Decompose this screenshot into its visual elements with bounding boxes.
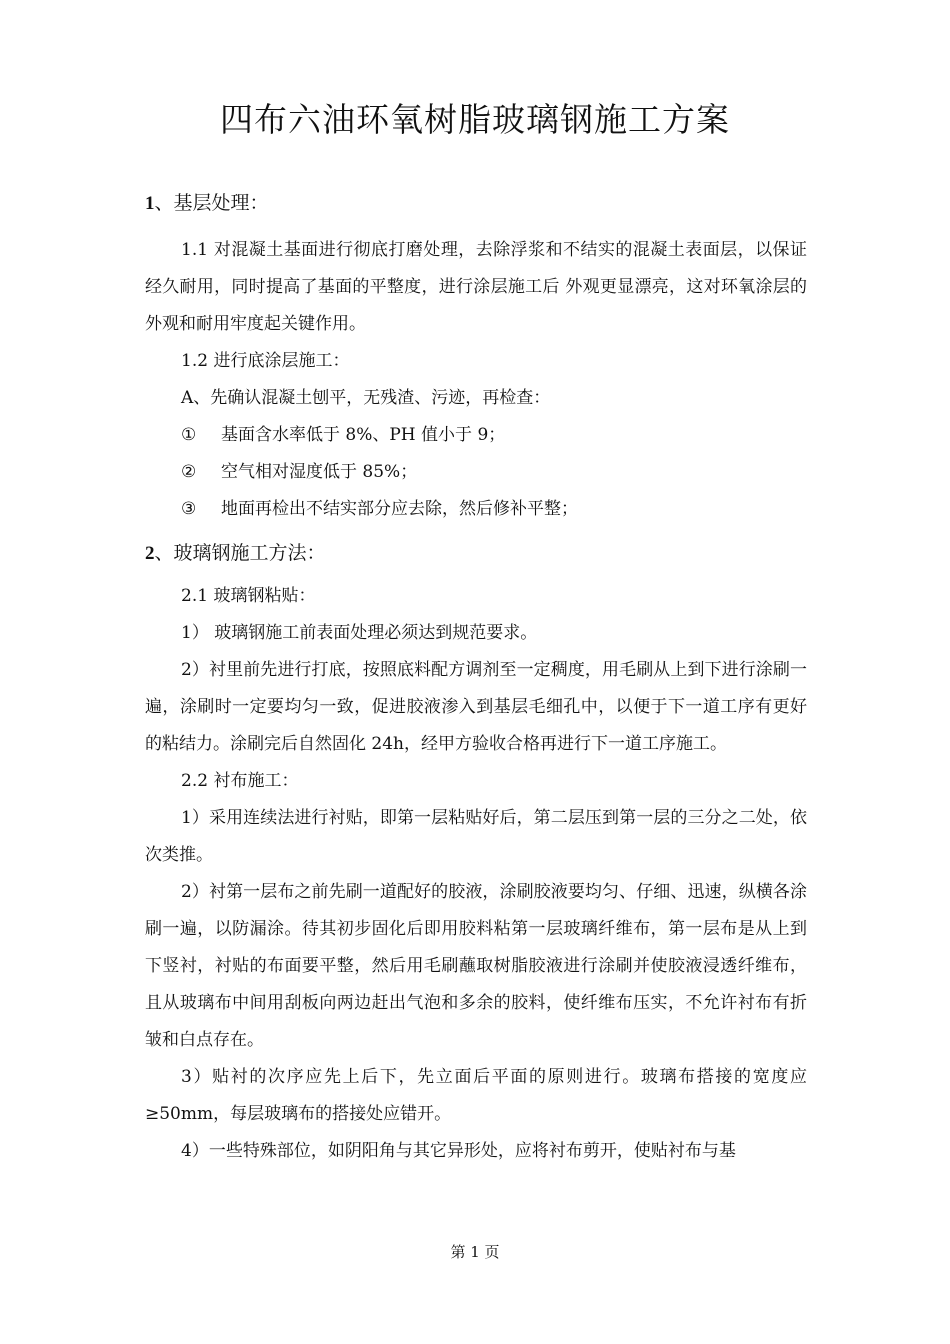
item-marker: ③ [181, 499, 197, 519]
section-2-number: 2 [145, 543, 155, 564]
item-text: 空气相对湿度低于 85%； [221, 462, 418, 482]
check-item-3 [145, 491, 807, 528]
paragraph-1-2-a: A、先确认混凝土刨平，无残渣、污迹，再检查： [181, 388, 551, 408]
item-marker: ① [181, 425, 197, 445]
page-number: 第 1 页 [450, 1243, 500, 1261]
paragraph-2-2-4: 4）一些特殊部位，如阴阳角与其它异形处，应将衬布剪开，使贴衬布与基 [181, 1141, 736, 1161]
section-2-heading [145, 536, 807, 570]
section-1-number: 1 [145, 193, 155, 214]
paragraph-2-2-2: 2）衬第一层布之前先刷一道配好的胶液，涂刷胶液要均匀、仔细、迅速，纵横各涂刷一遍，以防漏涂。待其初步固化后即用胶料粘第一层玻璃纤维布，第一层布是从上到下竖衬，衬贴的布面要平整，然后用毛刷蘸取树脂胶液进行涂刷并使胶液浸透纤维布，且从玻璃布中间用刮板向两边赶出气泡和多余的胶料，使纤维布压实，不允许衬布有折皱和白点存在。 [145, 882, 807, 1050]
paragraph-2-2-1: 1）采用连续法进行衬贴，即第一层粘贴好后，第二层压到第一层的三分之二处，依次类推。 [145, 808, 807, 865]
paragraph-1-1: 1.1 对混凝土基面进行彻底打磨处理，去除浮浆和不结实的混凝土表面层，以保证经久耐用，同时提高了基面的平整度，进行涂层施工后 外观更显漂亮，这对环氧涂层的外观和耐用牢度起关键作用。 [145, 240, 807, 334]
paragraph-2-2-3: 3）贴衬的次序应先上后下，先立面后平面的原则进行。玻璃布搭接的宽度应≥50mm，每层玻璃布的搭接处应错开。 [145, 1067, 807, 1124]
item-marker: ② [181, 462, 197, 482]
document-body [145, 186, 807, 1170]
paragraph-1-2: 1.2 进行底涂层施工： [181, 351, 350, 371]
section-1-heading-text: 、基层处理： [154, 192, 269, 214]
item-text: 地面再检出不结实部分应去除，然后修补平整； [221, 499, 578, 519]
section-1-heading [145, 186, 807, 220]
section-2-heading-text: 、玻璃钢施工方法： [154, 542, 326, 564]
subsection-2-2-title: 2.2 衬布施工： [181, 771, 299, 791]
check-item-1 [145, 417, 807, 454]
document-title: 四布六油环氧树脂玻璃钢施工方案 [220, 100, 730, 139]
check-item-2 [145, 454, 807, 491]
paragraph-2-1-1: 1） 玻璃钢施工前表面处理必须达到规范要求。 [181, 623, 538, 643]
subsection-2-1-title: 2.1 玻璃钢粘贴： [181, 586, 316, 606]
item-text: 基面含水率低于 8%、PH 值小于 9； [221, 425, 506, 445]
paragraph-2-1-2: 2）衬里前先进行打底，按照底料配方调剂至一定稠度，用毛刷从上到下进行涂刷一遍，涂刷时一定要均匀一致，促进胶液渗入到基层毛细孔中，以便于下一道工序有更好的粘结力。涂刷完后自然固化 24h，经甲方验收合格再进行下一道工序施工。 [145, 660, 807, 754]
